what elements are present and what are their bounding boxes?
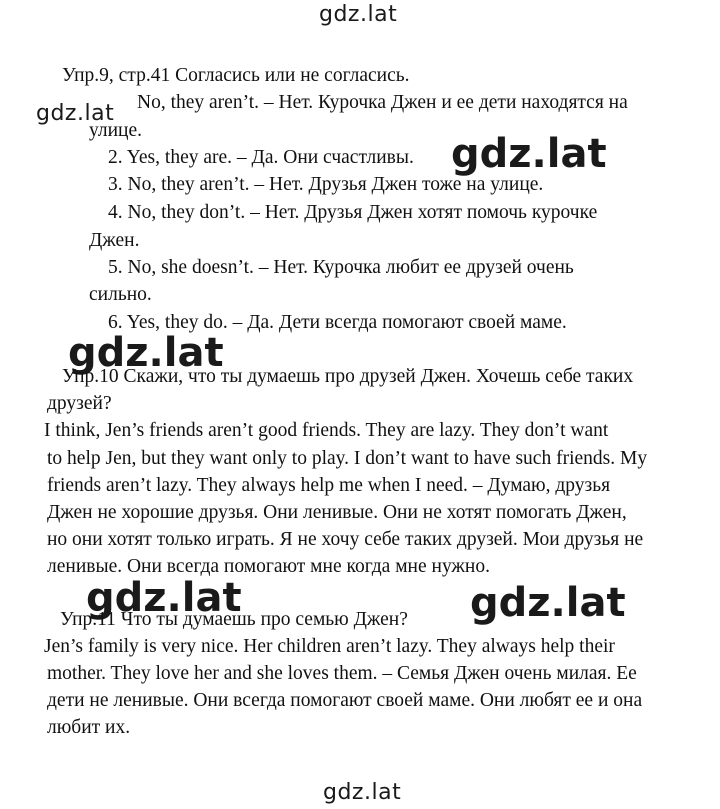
ex10-line-5: но они хотят только играть. Я не хочу себе таких друзей. Мои друзья не xyxy=(47,529,644,550)
ex9-item-1: No, they aren’t. – Нет. Курочка Джен и ее дети находятся на xyxy=(137,92,628,113)
ex9-heading: Упр.9, стр.41 Согласись или не согласись. xyxy=(62,65,410,86)
watermark-left-1: gdz.lat xyxy=(36,101,115,126)
ex10-line-4: Джен не хорошие друзья. Они ленивые. Они не хотят помогать Джен, xyxy=(47,502,627,523)
ex9-item-5: 5. No, she doesn’t. – Нет. Курочка любит ее друзей очень xyxy=(108,257,574,278)
ex10-line-3: friends aren’t lazy. They always help me when I need. – Думаю, друзья xyxy=(47,475,611,496)
ex10-line-2: to help Jen, but they want only to play. I don’t want to have such friends. My xyxy=(47,448,648,469)
ex11-line-2: mother. They love her and she loves them. – Семья Джен очень милая. Ее xyxy=(47,663,637,684)
ex10-line-1: I think, Jen’s friends aren’t good friends. They are lazy. They don’t want xyxy=(44,420,609,441)
ex11-line-3: дети не ленивые. Они всегда помогают своей маме. Они любят ее и она xyxy=(47,690,643,711)
ex10-heading-cont: друзей? xyxy=(47,393,112,414)
ex10-line-6: ленивые. Они всегда помогают мне когда мне нужно. xyxy=(47,556,490,577)
ex11-heading: Упр.11 Что ты думаешь про семью Джен? xyxy=(60,609,408,630)
watermark-right-1: gdz.lat xyxy=(451,131,607,177)
ex9-item-4-cont: Джен. xyxy=(89,230,140,251)
ex9-item-1-cont: улице. xyxy=(89,120,143,141)
ex11-line-4: любит их. xyxy=(47,717,131,738)
watermark-top: gdz.lat xyxy=(319,2,398,27)
ex11-line-1: Jen’s family is very nice. Her children aren’t lazy. They always help their xyxy=(44,636,615,657)
ex9-item-4: 4. No, they don’t. – Нет. Друзья Джен хотят помочь курочке xyxy=(108,202,598,223)
ex10-heading: Упр.10 Скажи, что ты думаешь про друзей Джен. Хочешь себе таких xyxy=(62,366,634,387)
watermark-right-3: gdz.lat xyxy=(470,580,626,626)
watermark-left-3: gdz.lat xyxy=(86,575,242,621)
watermark-left-2: gdz.lat xyxy=(68,330,224,376)
watermark-bottom: gdz.lat xyxy=(323,780,402,805)
ex9-item-2: 2. Yes, they are. – Да. Они счастливы. xyxy=(108,147,414,168)
ex9-item-3: 3. No, they aren’t. – Нет. Друзья Джен тоже на улице. xyxy=(108,174,544,195)
ex9-item-6: 6. Yes, they do. – Да. Дети всегда помогают своей маме. xyxy=(108,312,567,333)
ex9-item-5-cont: сильно. xyxy=(89,284,152,305)
